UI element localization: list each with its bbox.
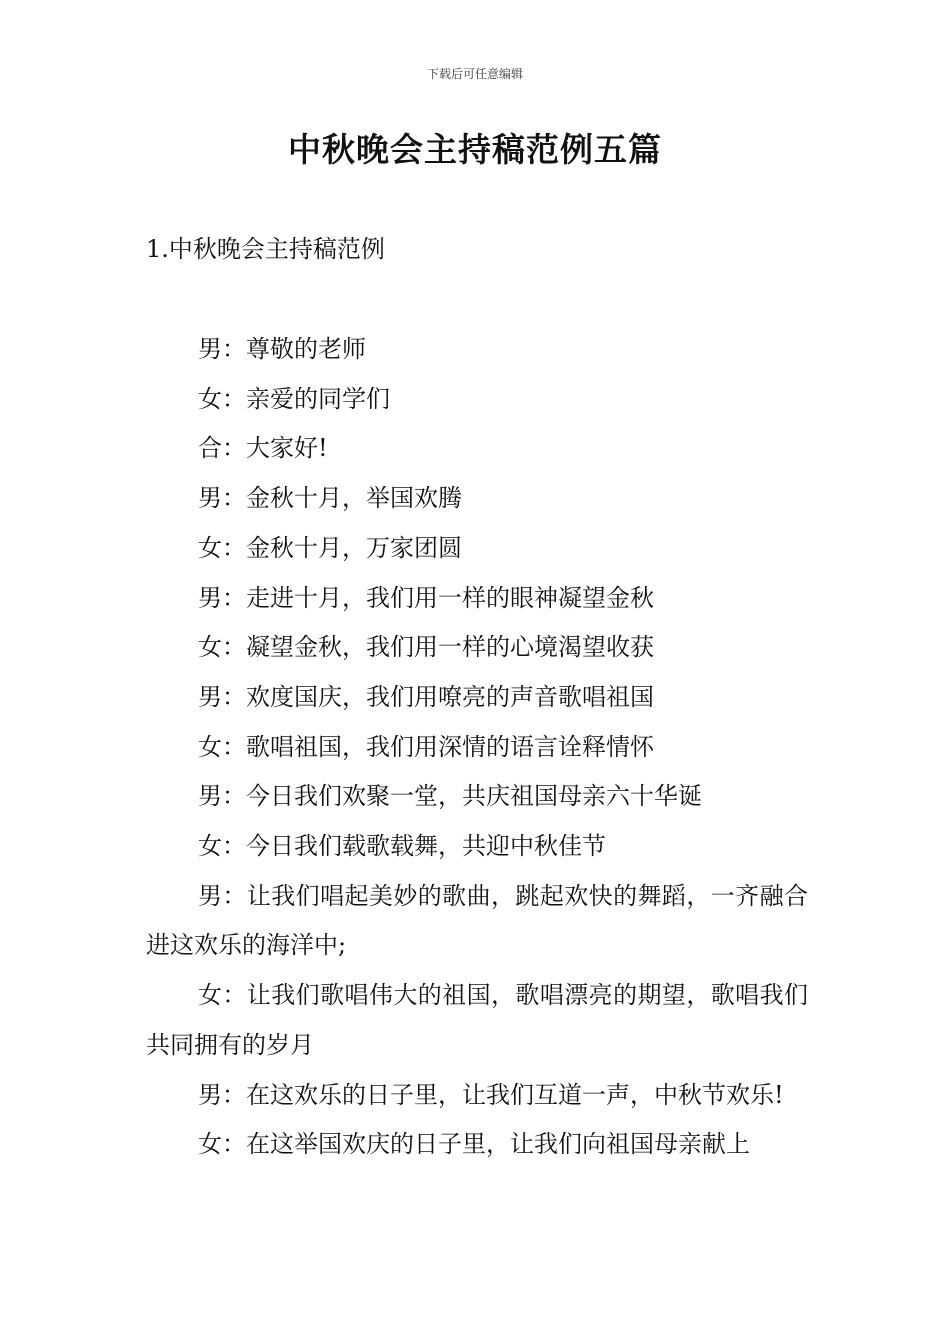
dialogue-line: 女：金秋十月，万家团圆 <box>198 533 462 562</box>
dialogue-line: 男：欢度国庆，我们用嘹亮的声音歌唱祖国 <box>198 682 654 711</box>
dialogue-line: 女：凝望金秋，我们用一样的心境渴望收获 <box>198 633 654 662</box>
section-heading: 1.中秋晚会主持稿范例 <box>146 235 385 263</box>
dialogue-line: 女：在这举国欢庆的日子里，让我们向祖国母亲献上 <box>198 1130 750 1159</box>
dialogue-line: 男：今日我们欢聚一堂，共庆祖国母亲六十华诞 <box>198 782 702 811</box>
dialogue-line: 合：大家好! <box>198 434 328 463</box>
dialogue-line: 男：走进十月，我们用一样的眼神凝望金秋 <box>198 583 654 612</box>
header-note: 下载后可任意编辑 <box>426 67 523 81</box>
dialogue-list <box>146 325 808 1170</box>
dialogue-line: 男：尊敬的老师 <box>198 335 366 363</box>
document-title: 中秋晚会主持稿范例五篇 <box>288 130 662 169</box>
dialogue-line: 女：今日我们载歌载舞，共迎中秋佳节 <box>198 832 606 861</box>
dialogue-line: 男：在这欢乐的日子里，让我们互道一声，中秋节欢乐! <box>198 1080 784 1109</box>
dialogue-line: 男：金秋十月，举国欢腾 <box>198 484 462 513</box>
dialogue-line: 女：歌唱祖国，我们用深情的语言诠释情怀 <box>198 732 654 761</box>
dialogue-line: 女：让我们歌唱伟大的祖国，歌唱漂亮的期望，歌唱我们共同拥有的岁月 <box>146 981 808 1059</box>
dialogue-line: 女：亲爱的同学们 <box>198 384 390 413</box>
dialogue-line: 男：让我们唱起美妙的歌曲，跳起欢快的舞蹈，一齐融合进这欢乐的海洋中; <box>146 881 808 960</box>
